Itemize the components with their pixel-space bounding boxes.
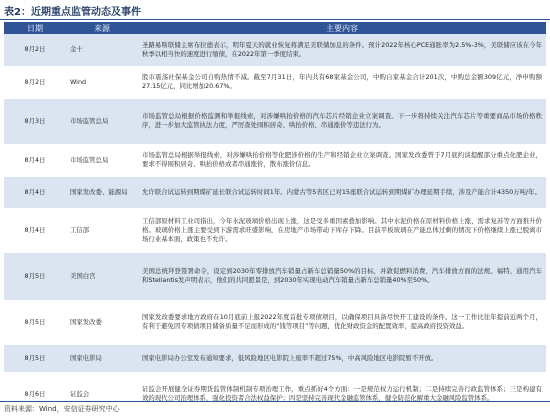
row-date: 8月4日 (4, 208, 66, 252)
table-row (4, 176, 546, 208)
row-source: 证监会 (66, 372, 138, 416)
row-date: 8月4日 (4, 176, 66, 208)
row-source: 国家电影局 (66, 344, 138, 372)
table-row (4, 208, 546, 252)
table-row (4, 66, 546, 98)
footer-divider (0, 401, 550, 402)
column-header-content: 主要内容 (138, 22, 546, 34)
table-row (4, 98, 546, 144)
row-source: 美国白宫 (66, 252, 138, 300)
row-source: 市场监管总局 (66, 144, 138, 176)
row-content: 股市震荡社保基金公司自购热情不减。截至7月31日，年内共有68家基金公司，中购自家基金合计201次，中购总金额309亿元，净申购额27.15亿元，同比增加20.67%。 (138, 66, 546, 98)
row-date: 8月5日 (4, 252, 66, 300)
row-content: 圣路易斯联储主席布拉德表示，明年夏天的就业恢复将满足美联储加息的条件。预计2022年核心PCE通胀率为2.5%-3%，美联储应该在今年秋季以相当快的速度进行缩债，在2022年第一季度结束。 (138, 34, 546, 66)
row-date: 8月4日 (4, 144, 66, 176)
row-date: 8月2日 (4, 34, 66, 66)
row-source: 国家发改委 (66, 300, 138, 344)
row-content: 国家发改委要求地方政府在10月底前上报2022年度首批专项债项目，以确保项目具备尽快开工建设的条件。这一工作比往年提前近两个月，有利于避免因专项债项目储备质量不足而形成的“钱等项目”等问题，优化财政资金的配置效率，提高政府投资效益。 (138, 300, 546, 344)
events-table (4, 22, 546, 417)
row-source: Wind (66, 66, 138, 98)
column-header-date: 日期 (4, 22, 66, 34)
column-header-source: 来源 (66, 22, 138, 34)
row-date: 8月3日 (4, 98, 66, 144)
row-date: 8月5日 (4, 300, 66, 344)
row-source: 国家发改委、能源局 (66, 176, 138, 208)
table-header-row (4, 22, 546, 34)
table-row (4, 300, 546, 344)
row-content: 市场监管总局根据价格监测和举报线索，对涉嫌哄抬价格的汽车芯片经销企业立案调查。下一步将持续关注汽车芯片等重要商品市场价格秩序，进一步加大监管执法力度，严厉查处囤积居奇、哄抬价格、串通涨价等违法行为。 (138, 98, 546, 144)
row-source: 工信部 (66, 208, 138, 252)
row-content: 允许联合试运转到期煤矿延长联合试运转时间1年。内蒙古等5省区已对15座联合试运转到期煤矿办理延期手续，涉及产能合计4350万吨/年。 (138, 176, 546, 208)
table-row (4, 144, 546, 176)
row-content: 市场监管总局根据举报线索，对涉嫌哄抬价格等化肥涉价格的生产和经销企业立案调查。国家发改委曾于7月底约谈提醒部分重点化肥企业，要求不得囤积居奇、哄抬价格或者串通涨价，散布涨价信息。 (138, 144, 546, 176)
row-source: 金十 (66, 34, 138, 66)
row-content: 美国总统拜登签署命令，设定到2030年零排放汽车销量占新车总销量50%的目标，并敦促燃料消费、汽车排放方面的法规。福特、通用汽车和Stellantis发声明表示，他们的共同愿景是，到2030年实现电动汽车销量占新车总销量40%至50%。 (138, 252, 546, 300)
row-date: 8月6日 (4, 372, 66, 416)
table-row (4, 34, 546, 66)
row-date: 8月5日 (4, 344, 66, 372)
table-title: 表2：近期重点监管动态及事件 (4, 7, 141, 18)
row-date: 8月2日 (4, 66, 66, 98)
row-content: 国家电影局办公室发布通知要求，低风险地区电影院上座率不超过75%，中高风险地区电影院暂不开放。 (138, 344, 546, 372)
title-bar (0, 0, 550, 20)
row-content: 工信部原材料工业司指出，今年水泥玻璃价格出现上涨，这是受多重因素叠加影响。其中水泥价格在原材料价格上涨、需求复苏等方面推升价格。玻璃价格上涨主要受到下游需求旺盛影响，在房地产市场带动下库存下降。目前平板玻璃在产能总体过剩的情况下价格继续上涨已脱离市场行业基本面，政策也不允许。 (138, 208, 546, 252)
source-footnote: 资料来源：Wind，安信证券研究中心 (4, 405, 120, 413)
row-source: 市场监管总局 (66, 98, 138, 144)
table-row (4, 252, 546, 300)
table-row (4, 344, 546, 372)
row-content: 证监会开展健全证券期货监管体制机制专项治理工作，重点抓好4个方面：一是规范权力运行机制；二是持续完善行政监管体系；三是构建有效的现代公司治理体系，强化投资者合法权益保护；四是坚持完善现代金融监管体系，健全防范化解重大金融风险监管体系。 (138, 372, 546, 416)
